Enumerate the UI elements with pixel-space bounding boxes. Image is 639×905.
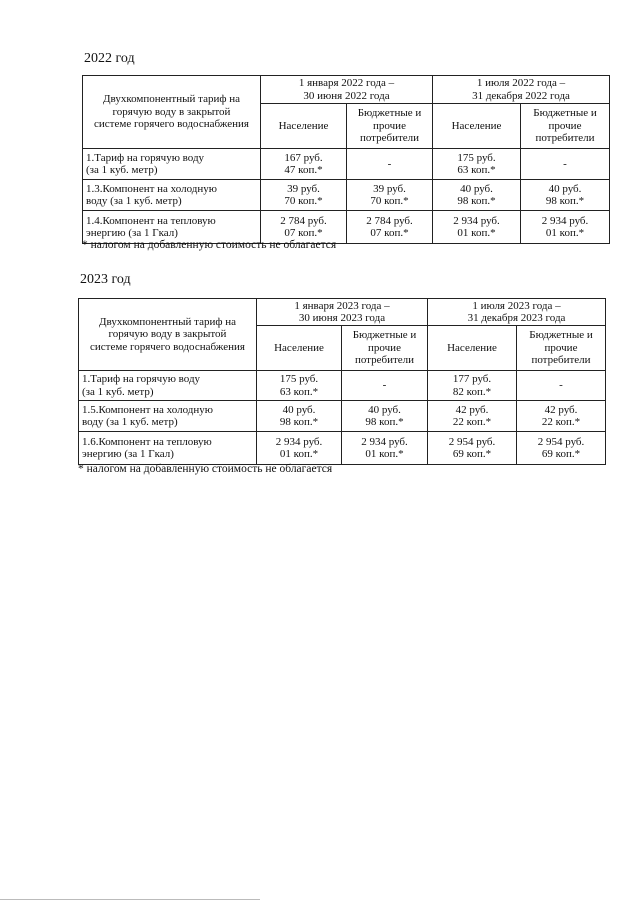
table-cell: 40 руб. 98 коп.*: [342, 401, 428, 432]
corner-header: Двухкомпонентный тариф на горячую воду в закрытой системе горячего водоснабжения: [83, 76, 261, 149]
vat-footnote: * налогом на добавленную стоимость не облагается: [82, 239, 337, 251]
table-row: [83, 180, 610, 211]
section-title-2023: 2023 год: [80, 272, 131, 287]
table-row: [79, 432, 606, 465]
table-cell: 2 934 руб. 01 коп.*: [521, 211, 610, 244]
subheader-population: Население: [428, 326, 517, 371]
table-cell: -: [517, 371, 606, 401]
page-bottom-rule: [0, 899, 260, 900]
table-cell: 39 руб. 70 коп.*: [261, 180, 347, 211]
table-cell: 42 руб. 22 коп.*: [517, 401, 606, 432]
table-cell: 2 934 руб. 01 коп.*: [433, 211, 521, 244]
table-cell: 177 руб. 82 коп.*: [428, 371, 517, 401]
table-cell: 167 руб. 47 коп.*: [261, 149, 347, 180]
tariff-table-2022: [82, 75, 610, 244]
tariff-table-2023: [78, 298, 606, 465]
table-cell: 2 954 руб. 69 коп.*: [517, 432, 606, 465]
row-label: 1.5.Компонент на холодную воду (за 1 куб. метр): [79, 401, 257, 432]
row-label: 1.3.Компонент на холодную воду (за 1 куб. метр): [83, 180, 261, 211]
section-title-2022: 2022 год: [84, 51, 135, 66]
row-label: 1.4.Компонент на тепловую энергию (за 1 Гкал): [83, 211, 261, 244]
subheader-budget: Бюджетные и прочие потребители: [342, 326, 428, 371]
period-header: 1 июля 2023 года – 31 декабря 2023 года: [428, 299, 606, 326]
table-header-row: [79, 299, 606, 326]
table-cell: 40 руб. 98 коп.*: [433, 180, 521, 211]
table-cell: -: [347, 149, 433, 180]
corner-header: Двухкомпонентный тариф на горячую воду в закрытой системе горячего водоснабжения: [79, 299, 257, 371]
table-cell: 2 934 руб. 01 коп.*: [342, 432, 428, 465]
period-header: 1 января 2022 года – 30 июня 2022 года: [261, 76, 433, 104]
table-cell: 2 934 руб. 01 коп.*: [257, 432, 342, 465]
subheader-budget: Бюджетные и прочие потребители: [517, 326, 606, 371]
period-header: 1 января 2023 года – 30 июня 2023 года: [257, 299, 428, 326]
table-cell: 40 руб. 98 коп.*: [521, 180, 610, 211]
table-cell: -: [521, 149, 610, 180]
row-label: 1.Тариф на горячую воду (за 1 куб. метр): [83, 149, 261, 180]
subheader-population: Население: [433, 104, 521, 149]
table-row: [79, 371, 606, 401]
subheader-budget: Бюджетные и прочие потребители: [521, 104, 610, 149]
table-row: [83, 149, 610, 180]
table-cell: 175 руб. 63 коп.*: [433, 149, 521, 180]
table-header-row: [83, 76, 610, 104]
table-row: [79, 401, 606, 432]
table-cell: -: [342, 371, 428, 401]
table-cell: 40 руб. 98 коп.*: [257, 401, 342, 432]
period-header: 1 июля 2022 года – 31 декабря 2022 года: [433, 76, 610, 104]
vat-footnote: * налогом на добавленную стоимость не облагается: [78, 463, 333, 475]
subheader-population: Население: [261, 104, 347, 149]
row-label: 1.Тариф на горячую воду (за 1 куб. метр): [79, 371, 257, 401]
subheader-budget: Бюджетные и прочие потребители: [347, 104, 433, 149]
subheader-population: Население: [257, 326, 342, 371]
table-cell: 2 954 руб. 69 коп.*: [428, 432, 517, 465]
table-cell: 42 руб. 22 коп.*: [428, 401, 517, 432]
table-cell: 175 руб. 63 коп.*: [257, 371, 342, 401]
table-cell: 2 784 руб. 07 коп.*: [347, 211, 433, 244]
row-label: 1.6.Компонент на тепловую энергию (за 1 Гкал): [79, 432, 257, 465]
table-cell: 2 784 руб. 07 коп.*: [261, 211, 347, 244]
table-cell: 39 руб. 70 коп.*: [347, 180, 433, 211]
